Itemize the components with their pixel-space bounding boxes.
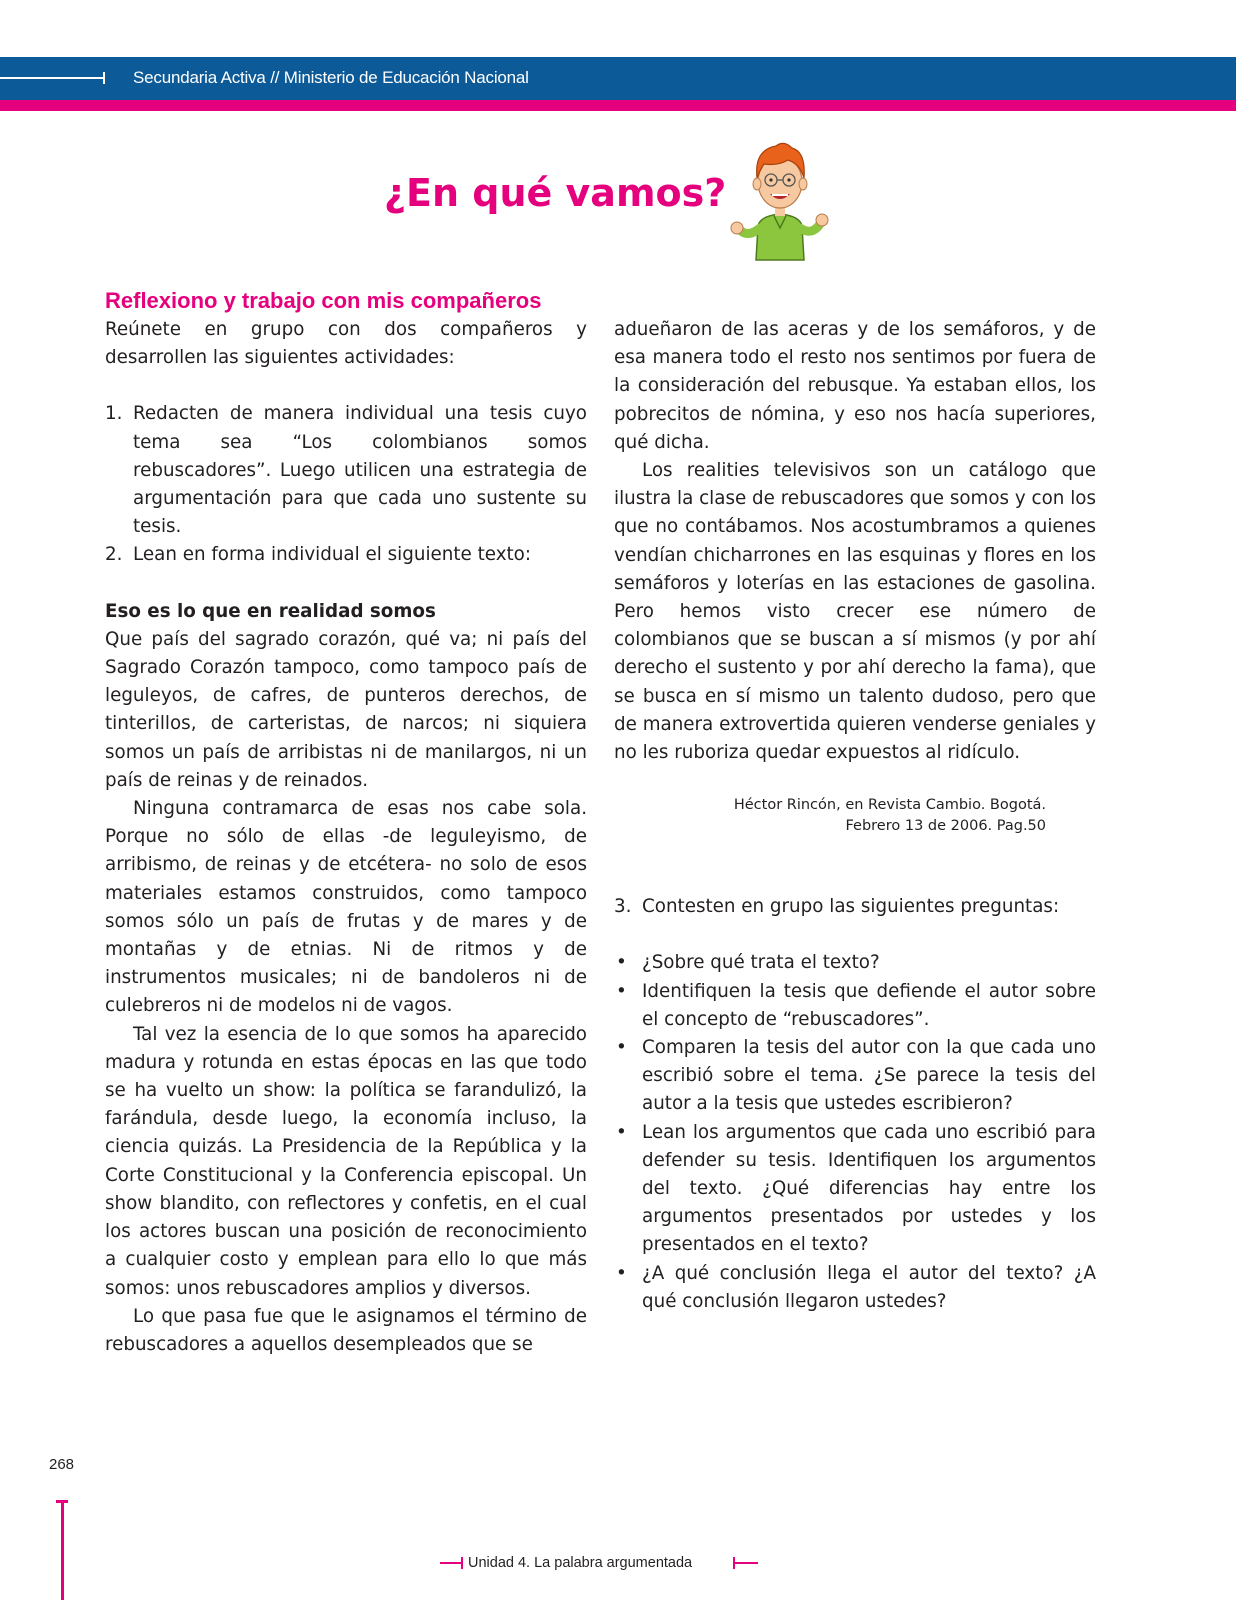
list-number: 2.: [105, 544, 123, 566]
intro-paragraph: Reúnete en grupo con dos compañeros y desarrollen las siguientes actividades:: [105, 319, 587, 369]
page-number: 268: [49, 1456, 75, 1473]
list-number: 3.: [614, 896, 632, 918]
activity-list: [105, 400, 587, 569]
left-column: [105, 316, 587, 1359]
bullet-icon: •: [616, 1121, 627, 1143]
list-item-text: Contesten en grupo las siguientes preguntas:: [642, 896, 1060, 918]
right-column: [614, 316, 1096, 1316]
reading-paragraph: Ninguna contramarca de esas nos cabe sola. Porque no sólo de ellas -de leguleyismo, de arribismo, de reinas y de etcétera- no solo de esos materiales estamos construidos, como tampoco somos sólo un país de frutas y de mares y de montañas y de etnias. Ni de ritmos y de instrumentos musicales; ni de bandoleros ni de culebreros ni de modelos ni de vagos.: [105, 798, 587, 1017]
bullet-icon: •: [616, 952, 627, 974]
footer: [440, 1553, 760, 1573]
reading-paragraph: adueñaron de las aceras y de los semáforos, y de esa manera todo el resto nos sentimos por fuera de la consideración del rebusque. Ya estaban ellos, los pobrecitos de nómina, y eso nos hacía superiores, qué dicha.: [614, 319, 1096, 453]
question-text: Lean los argumentos que cada uno escribió para defender su tesis. Identifiquen los argumentos del texto. ¿Qué diferencias hay entre los argumentos presentados por ustedes y los presentados en el texto?: [642, 1121, 1096, 1256]
list-item-text: Redacten de manera individual una tesis cuyo tema sea “Los colombianos somos rebuscadores”. Luego utilicen una estrategia de argumentación para que cada uno sustente su tesis.: [133, 403, 587, 538]
list-item: [614, 1119, 1096, 1260]
question-text: ¿A qué conclusión llega el autor del texto? ¿A qué conclusión llegaron ustedes?: [642, 1262, 1096, 1312]
cartoon-boy-mascot-icon: [730, 138, 830, 263]
list-number: 1.: [105, 403, 123, 425]
list-item: [614, 949, 1096, 977]
page-title: ¿En qué vamos?: [384, 171, 727, 215]
reading-paragraph: Que país del sagrado corazón, qué va; ni país del Sagrado Corazón tampoco, como tampoco país de leguleyos, de cafres, de punteros derechos, de tinterillos, de carteristas, de narcos; ni siquiera somos un país de arribistas ni de manilargos, ni un país de reinas y de reinados.: [105, 628, 587, 791]
section-heading: Reflexiono y trabajo con mis compañeros: [105, 288, 542, 313]
margin-rule: [61, 1500, 64, 1600]
header-rule: [0, 77, 104, 79]
question-text: Identifiquen la tesis que defiende el autor sobre el concepto de “rebuscadores”.: [642, 980, 1096, 1030]
footer-text: [468, 1553, 692, 1573]
bullet-icon: •: [616, 980, 627, 1002]
footer-tick-left: [461, 1557, 463, 1569]
header-title: Secundaria Activa // Ministerio de Educación Nacional: [133, 68, 529, 87]
citation-line: Febrero 13 de 2006. Pag.50: [845, 818, 1046, 835]
list-item: [105, 400, 587, 541]
bullet-icon: •: [616, 1037, 627, 1059]
activity-3: [614, 893, 1096, 921]
footer-unit: Unidad 4.: [468, 1555, 531, 1571]
list-item-text: Lean en forma individual el siguiente texto:: [133, 544, 532, 566]
list-item: [614, 1260, 1096, 1316]
footer-rule-left: [440, 1562, 462, 1564]
footer-rule-right: [734, 1562, 758, 1564]
question-text: Comparen la tesis del autor con la que cada uno escribió sobre el tema. ¿Se parece la tesis del autor a la tesis que ustedes escribieron?: [642, 1037, 1096, 1115]
reading-paragraph: Los realities televisivos son un catálogo que ilustra la clase de rebuscadores que somos y con los que no contábamos. Nos acostumbramos a quienes vendían chicharrones en las esquinas y flores en los semáforos y loterías en las estaciones de gasolina. Pero hemos visto crecer ese número de colombianos que se buscan a sí mismos (y por ahí derecho el sustento y por ahí derecho la fama), que se busca en sí mismo un talento dudoso, pero que de manera extrovertida quieren venderse geniales y no les ruboriza quedar expuestos al ridículo.: [614, 460, 1096, 764]
bullet-icon: •: [616, 1262, 627, 1284]
header-accent-stripe: [0, 100, 1236, 111]
citation: [614, 795, 1096, 837]
question-list: [614, 949, 1096, 1316]
footer-unit-title: La palabra argumentada: [534, 1555, 693, 1571]
reading-paragraph: Tal vez la esencia de lo que somos ha aparecido madura y rotunda en estas épocas en las que todo se ha vuelto un show: la política se farandulizó, la farándula, desde luego, la economía incluso, la ciencia quizás. La Presidencia de la República y la Corte Constitucional y la Conferencia episcopal. Un show blandito, con reflectores y confetis, en el cual los actores buscan una posición de reconocimiento a cualquier costo y emplean para ello lo que más somos: unos rebuscadores amplios y diversos.: [105, 1023, 587, 1299]
list-item: [614, 1034, 1096, 1119]
reading-paragraph: Lo que pasa fue que le asignamos el término de rebuscadores a aquellos desempleados que se: [105, 1305, 587, 1355]
reading-title: Eso es lo que en realidad somos: [105, 600, 436, 622]
question-text: ¿Sobre qué trata el texto?: [642, 952, 880, 974]
list-item: [614, 978, 1096, 1034]
header-rule-tick: [103, 72, 105, 84]
list-item: [105, 541, 587, 569]
citation-line: Héctor Rincón, en Revista Cambio. Bogotá.: [733, 797, 1046, 814]
